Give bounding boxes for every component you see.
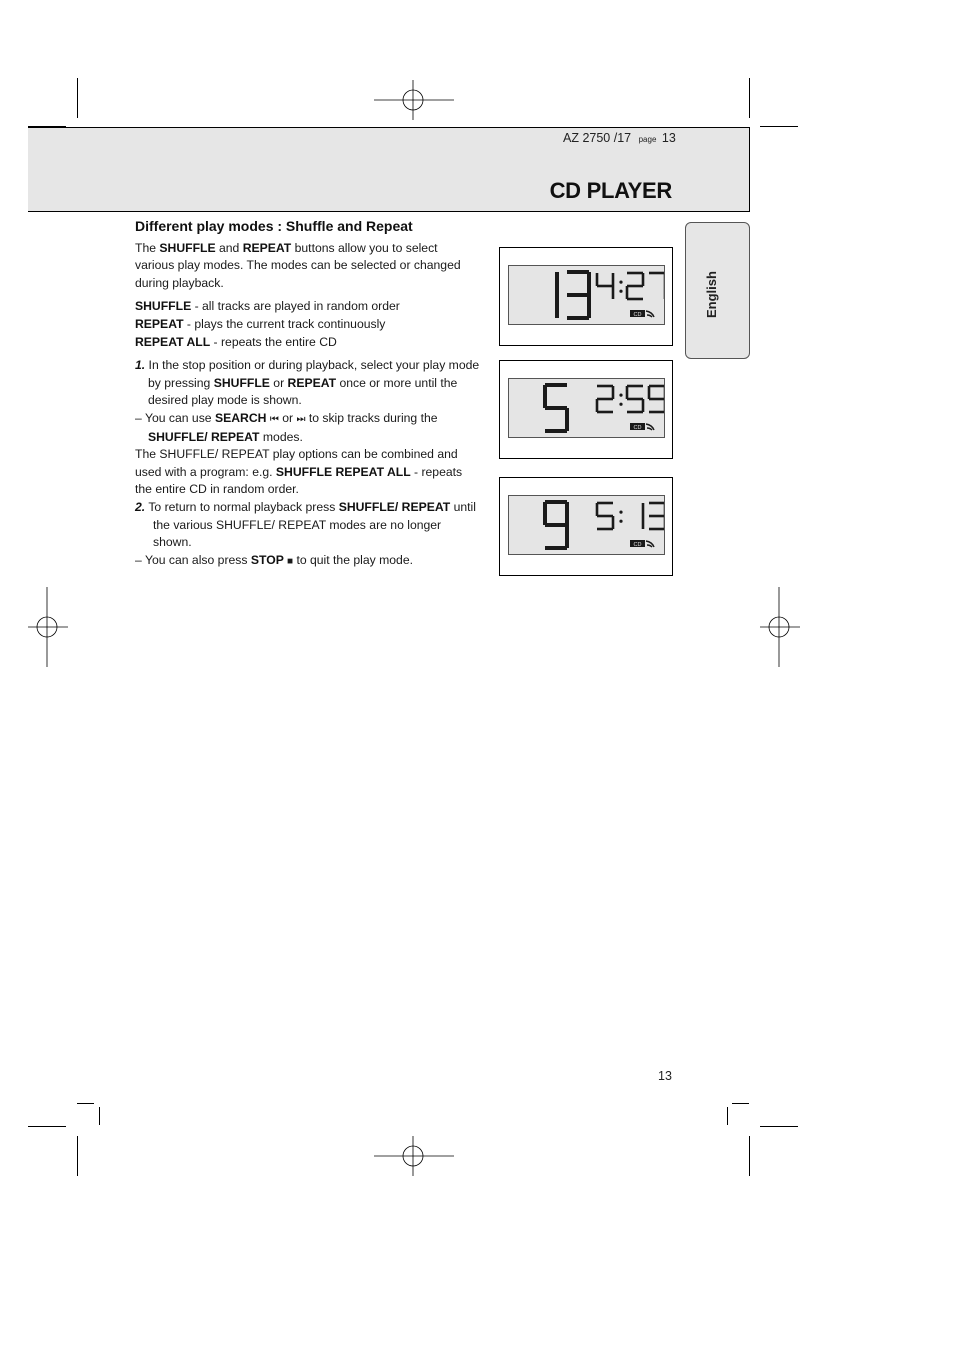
instructions-text [135, 218, 480, 570]
disc-icon [646, 311, 654, 317]
lcd-colon [619, 281, 622, 284]
page-title: CD PLAYER [549, 178, 672, 203]
search-previous-icon: ⏮ [269, 413, 279, 425]
language-tab-label: English [704, 271, 719, 318]
registration-mark-icon [374, 80, 454, 120]
cd-badge-label: CD [633, 424, 642, 431]
disc-icon [646, 424, 654, 430]
lcd-digit [545, 502, 567, 548]
lcd-digit [649, 386, 664, 412]
lcd-digit [545, 385, 567, 431]
lcd-colon [619, 511, 622, 514]
cd-badge-label: CD [633, 541, 642, 548]
disc-icon [646, 541, 654, 547]
lcd-digit [597, 386, 613, 412]
search-next-icon: ⏭ [296, 413, 306, 425]
lcd-colon [619, 520, 622, 523]
model-number: AZ 2750 /17 [563, 131, 632, 145]
program-paragraph: The SHUFFLE/ REPEAT play options can be combined and used with a program: e.g. SHUFFLE REPEAT ALL - repeats the entire CD in random order. [135, 447, 463, 497]
lcd-screen [508, 378, 665, 438]
lcd-display [499, 247, 673, 346]
lcd-screen [508, 265, 665, 325]
lcd-colon [619, 394, 622, 397]
mode-item: REPEAT ALL - repeats the entire CD [135, 334, 337, 349]
lcd-digit [649, 503, 664, 529]
lcd-display [499, 477, 673, 576]
registration-mark-icon [374, 1136, 454, 1176]
step-2: 2. To return to normal playback press SHUFFLE/ REPEAT until the various SHUFFLE/ REPEAT modes are no longer shown. [135, 499, 476, 550]
registration-mark-icon [760, 587, 800, 667]
intro-paragraph: The SHUFFLE and REPEAT buttons allow you to select various play modes. The modes can be selected or changed during playback. [135, 240, 461, 290]
page-word: page [638, 135, 657, 144]
registration-mark-icon [28, 587, 68, 667]
lcd-digit [597, 503, 613, 529]
footer-page-number: 13 [658, 1069, 672, 1083]
lcd-display [499, 360, 673, 459]
mode-item: REPEAT - plays the current track continuously [135, 316, 386, 331]
lcd-digit [597, 273, 613, 299]
lcd-digit [649, 273, 664, 299]
header-page-number: 13 [661, 131, 676, 145]
lcd-digit [567, 272, 589, 318]
lcd-digit [627, 273, 643, 299]
step-1: 1. In the stop position or during playback, select your play mode by pressing SHUFFLE or REPEAT once or more until the desired play mode is shown. [135, 358, 480, 408]
lcd-colon [619, 290, 622, 293]
section-heading: Different play modes : Shuffle and Repeat [135, 218, 413, 234]
lcd-digit [627, 386, 643, 412]
cd-badge-label: CD [633, 311, 642, 318]
model-page-line [563, 131, 676, 145]
mode-item: SHUFFLE - all tracks are played in random order [135, 299, 400, 314]
note-search: – You can use SEARCH ⏮ or ⏭ to skip tracks during the SHUFFLE/ REPEAT modes. [135, 410, 438, 444]
lcd-colon [619, 403, 622, 406]
note-stop: – You can also press STOP ■ to quit the play mode. [135, 552, 413, 567]
stop-icon: ■ [287, 555, 294, 567]
lcd-screen [508, 495, 665, 555]
